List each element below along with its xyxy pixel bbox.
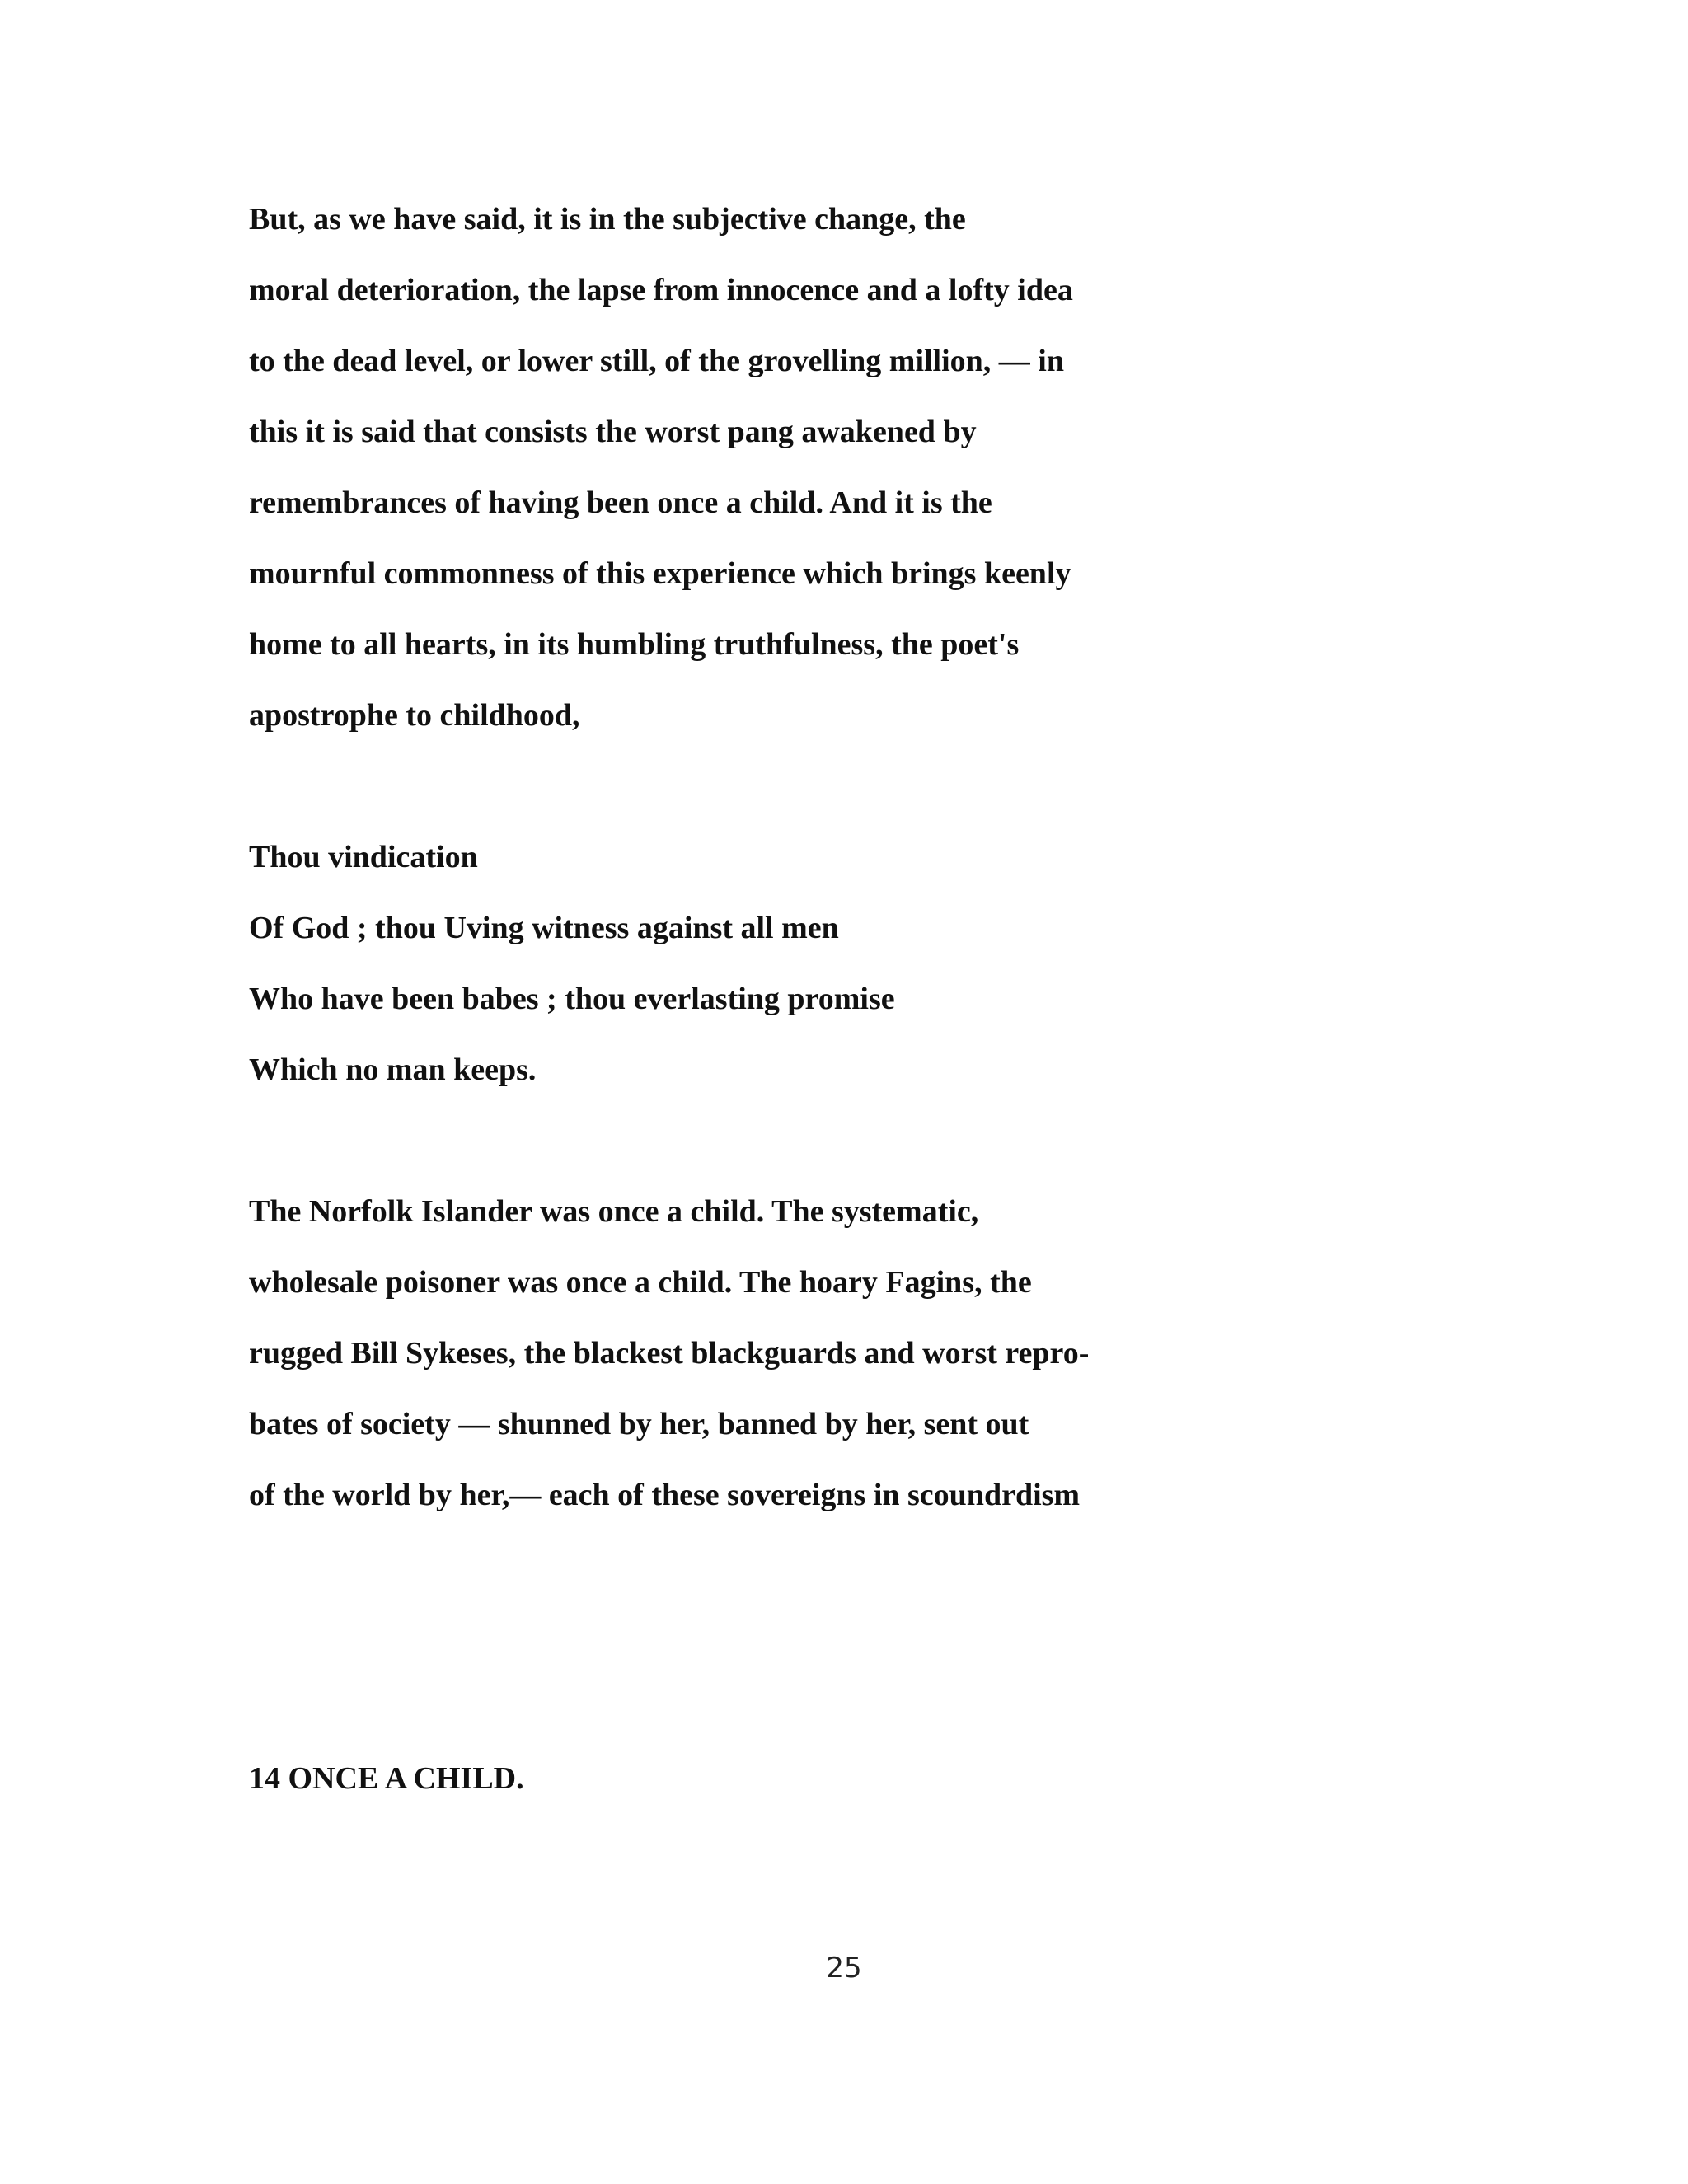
page-number: 25 bbox=[826, 1952, 862, 1985]
verse-line: Of God ; thou Uving witness against all men bbox=[249, 911, 839, 945]
paragraph-1-line: home to all hearts, in its humbling truthfulness, the poet's bbox=[249, 627, 1020, 662]
paragraph-2-line: The Norfolk Islander was once a child. The systematic, bbox=[249, 1194, 979, 1229]
verse-line: Who have been babes ; thou everlasting promise bbox=[249, 982, 895, 1016]
running-header: 14 ONCE A CHILD. bbox=[249, 1761, 524, 1796]
paragraph-2-line: rugged Bill Sykeses, the blackest blackguards and worst repro- bbox=[249, 1336, 1090, 1371]
paragraph-1-line: moral deterioration, the lapse from innocence and a lofty idea bbox=[249, 273, 1073, 307]
paragraph-2-line: bates of society — shunned by her, banned by her, sent out bbox=[249, 1407, 1029, 1441]
paragraph-2-line: of the world by her,— each of these sovereigns in scoundrdism bbox=[249, 1478, 1081, 1512]
paragraph-1-line: But, as we have said, it is in the subjective change, the bbox=[249, 202, 966, 237]
paragraph-1-line: apostrophe to childhood, bbox=[249, 698, 580, 733]
paragraph-1-line: to the dead level, or lower still, of the grovelling million, — in bbox=[249, 344, 1065, 378]
paragraph-1-line: remembrances of having been once a child. And it is the bbox=[249, 485, 992, 520]
paragraph-2-line: wholesale poisoner was once a child. The hoary Fagins, the bbox=[249, 1265, 1032, 1300]
paragraph-1-line: this it is said that consists the worst pang awakened by bbox=[249, 415, 977, 449]
verse-line: Thou vindication bbox=[249, 840, 478, 874]
paragraph-1-line: mournful commonness of this experience which brings keenly bbox=[249, 556, 1071, 591]
verse-line: Which no man keeps. bbox=[249, 1052, 537, 1087]
